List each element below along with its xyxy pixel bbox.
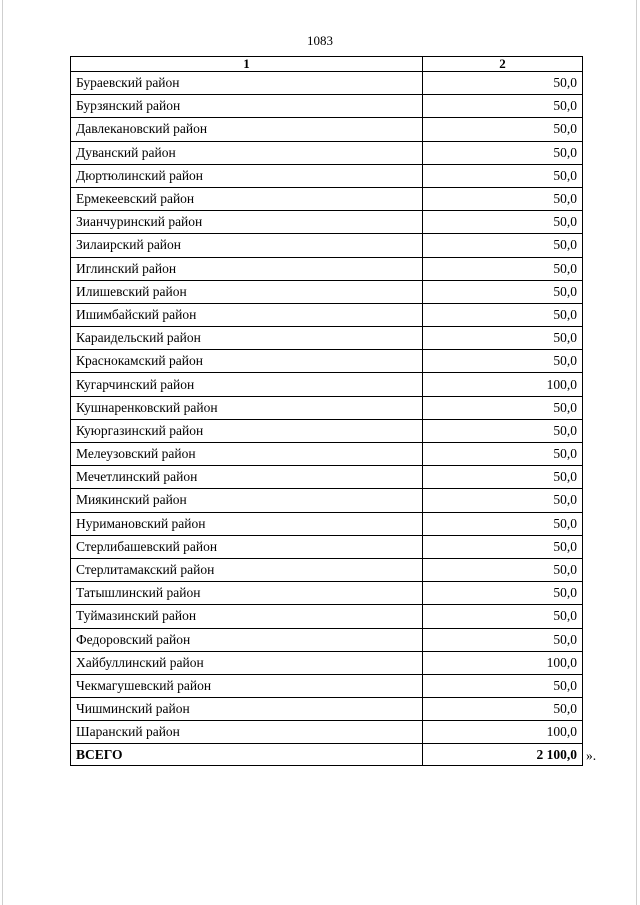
- district-name-cell: Мелеузовский район: [71, 443, 423, 466]
- district-name-cell: Мечетлинский район: [71, 466, 423, 489]
- district-name-cell: Куюргазинский район: [71, 419, 423, 442]
- table-row: [71, 419, 583, 442]
- table-row: [71, 721, 583, 744]
- district-name-cell: Краснокамский район: [71, 350, 423, 373]
- table-row: [71, 95, 583, 118]
- table-row: [71, 582, 583, 605]
- district-name-cell: Ермекеевский район: [71, 187, 423, 210]
- table-row: [71, 535, 583, 558]
- amount-cell: 50,0: [423, 280, 583, 303]
- amount-cell: 50,0: [423, 443, 583, 466]
- amount-cell: 50,0: [423, 141, 583, 164]
- table-row: [71, 118, 583, 141]
- district-allocation-table: [70, 56, 583, 766]
- amount-cell: 100,0: [423, 373, 583, 396]
- table-row: [71, 605, 583, 628]
- amount-cell: 100,0: [423, 721, 583, 744]
- amount-cell: 100,0: [423, 651, 583, 674]
- district-name-cell: Ишимбайский район: [71, 303, 423, 326]
- scan-edge-right: [636, 0, 637, 905]
- amount-cell: 50,0: [423, 350, 583, 373]
- district-name-cell: Хайбуллинский район: [71, 651, 423, 674]
- amount-cell: 50,0: [423, 489, 583, 512]
- column-header-2: 2: [423, 57, 583, 72]
- amount-cell: 50,0: [423, 257, 583, 280]
- district-name-cell: Бураевский район: [71, 72, 423, 95]
- table-row: [71, 211, 583, 234]
- table-row: [71, 257, 583, 280]
- table-row: [71, 651, 583, 674]
- total-label: ВСЕГО: [71, 744, 423, 766]
- amount-cell: 50,0: [423, 164, 583, 187]
- district-name-cell: Дуванский район: [71, 141, 423, 164]
- district-name-cell: Илишевский район: [71, 280, 423, 303]
- district-name-cell: Чишминский район: [71, 698, 423, 721]
- table-row: [71, 187, 583, 210]
- table-row: [71, 489, 583, 512]
- amount-cell: 50,0: [423, 512, 583, 535]
- district-name-cell: Давлекановский район: [71, 118, 423, 141]
- total-row: [71, 744, 583, 766]
- district-name-cell: Татышлинский район: [71, 582, 423, 605]
- table-row: [71, 698, 583, 721]
- table-row: [71, 303, 583, 326]
- table-body: [71, 72, 583, 744]
- amount-cell: 50,0: [423, 419, 583, 442]
- amount-cell: 50,0: [423, 466, 583, 489]
- amount-cell: 50,0: [423, 582, 583, 605]
- amount-cell: 50,0: [423, 674, 583, 697]
- district-name-cell: Зианчуринский район: [71, 211, 423, 234]
- table-row: [71, 396, 583, 419]
- total-value: 2 100,0: [423, 744, 583, 766]
- amount-cell: 50,0: [423, 327, 583, 350]
- amount-cell: 50,0: [423, 628, 583, 651]
- district-name-cell: Иглинский район: [71, 257, 423, 280]
- table-row: [71, 164, 583, 187]
- amount-cell: 50,0: [423, 698, 583, 721]
- district-name-cell: Стерлибашевский район: [71, 535, 423, 558]
- district-name-cell: Чекмагушевский район: [71, 674, 423, 697]
- amount-cell: 50,0: [423, 396, 583, 419]
- table-row: [71, 628, 583, 651]
- amount-cell: 50,0: [423, 118, 583, 141]
- table-row: [71, 72, 583, 95]
- table-row: [71, 350, 583, 373]
- table-row: [71, 674, 583, 697]
- district-name-cell: Бурзянский район: [71, 95, 423, 118]
- page-number: 1083: [307, 33, 333, 48]
- table-row: [71, 280, 583, 303]
- district-name-cell: Караидельский район: [71, 327, 423, 350]
- amount-cell: 50,0: [423, 605, 583, 628]
- amount-cell: 50,0: [423, 303, 583, 326]
- table-row: [71, 327, 583, 350]
- table-row: [71, 512, 583, 535]
- district-name-cell: Кугарчинский район: [71, 373, 423, 396]
- table-row: [71, 558, 583, 581]
- table-row: [71, 443, 583, 466]
- district-name-cell: Федоровский район: [71, 628, 423, 651]
- table-header-row: [71, 57, 583, 72]
- closing-quote-mark: ».: [586, 748, 597, 763]
- district-name-cell: Зилаирский район: [71, 234, 423, 257]
- district-name-cell: Стерлитамакский район: [71, 558, 423, 581]
- amount-cell: 50,0: [423, 187, 583, 210]
- district-name-cell: Нуримановский район: [71, 512, 423, 535]
- table-row: [71, 373, 583, 396]
- amount-cell: 50,0: [423, 558, 583, 581]
- column-header-1: 1: [71, 57, 423, 72]
- scan-edge-left: [2, 0, 3, 905]
- amount-cell: 50,0: [423, 211, 583, 234]
- amount-cell: 50,0: [423, 234, 583, 257]
- table-row: [71, 234, 583, 257]
- amount-cell: 50,0: [423, 95, 583, 118]
- amount-cell: 50,0: [423, 72, 583, 95]
- district-name-cell: Миякинский район: [71, 489, 423, 512]
- district-name-cell: Кушнаренковский район: [71, 396, 423, 419]
- amount-cell: 50,0: [423, 535, 583, 558]
- table-row: [71, 466, 583, 489]
- district-name-cell: Дюртюлинский район: [71, 164, 423, 187]
- table-row: [71, 141, 583, 164]
- district-name-cell: Туймазинский район: [71, 605, 423, 628]
- district-name-cell: Шаранский район: [71, 721, 423, 744]
